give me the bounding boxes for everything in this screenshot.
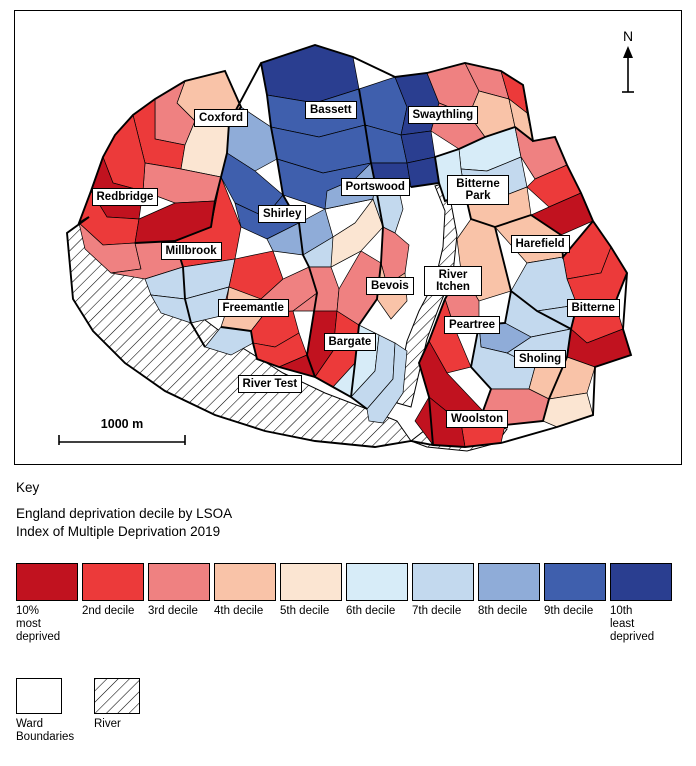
scale-bar-label: 1000 m (100, 417, 144, 431)
ward-label-bevois: Bevois (366, 277, 414, 295)
legend-caption-decile-1: 10% most deprived (16, 605, 61, 643)
ward-label-woolston: Woolston (446, 410, 508, 428)
north-arrow-icon (613, 44, 643, 96)
map-panel (14, 10, 682, 465)
legend-caption-decile-2: 2nd decile (82, 605, 135, 617)
ward-label-swaythling: Swaythling (408, 106, 479, 124)
ward-label-freemantle: Freemantle (218, 299, 289, 317)
key-subtitle-1: England deprivation decile by LSOA (16, 506, 233, 521)
legend-caption-decile-4: 4th decile (214, 605, 264, 617)
legend-swatch-decile-6 (346, 563, 408, 601)
ward-label-bitterne-park: Bitterne Park (447, 175, 509, 205)
map-graphic (15, 11, 681, 464)
legend-caption-decile-10: 10th least deprived (610, 605, 655, 643)
river-caption: River (94, 718, 121, 730)
key-subtitle-2: Index of Multiple Deprivation 2019 (16, 524, 221, 539)
ward-label-millbrook: Millbrook (161, 242, 222, 260)
river-hatch-icon (95, 679, 140, 714)
ward-label-redbridge: Redbridge (92, 188, 159, 206)
ward-label-harefield: Harefield (511, 235, 570, 253)
ward-label-coxford: Coxford (194, 109, 248, 127)
ward-boundary-swatch (16, 678, 62, 714)
legend-swatch-decile-8 (478, 563, 540, 601)
legend-swatch-decile-10 (610, 563, 672, 601)
scale-bar-graphic (57, 434, 187, 446)
legend-caption-decile-3: 3rd decile (148, 605, 198, 617)
legend-swatch-decile-4 (214, 563, 276, 601)
legend-caption-decile-6: 6th decile (346, 605, 396, 617)
legend-swatch-decile-2 (82, 563, 144, 601)
ward-label-bitterne: Bitterne (567, 299, 620, 317)
north-arrow (613, 29, 643, 101)
ward-label-bargate: Bargate (324, 333, 377, 351)
legend-caption-decile-8: 8th decile (478, 605, 528, 617)
legend-swatch-decile-3 (148, 563, 210, 601)
ward-label-bassett: Bassett (305, 101, 357, 119)
river-swatch (94, 678, 140, 714)
ward-label-sholing: Sholing (514, 350, 566, 368)
legend-swatch-decile-1 (16, 563, 78, 601)
legend-caption-decile-7: 7th decile (412, 605, 462, 617)
scale-bar (57, 417, 187, 451)
legend-caption-decile-9: 9th decile (544, 605, 594, 617)
ward-label-shirley: Shirley (258, 205, 306, 223)
legend-swatches (16, 563, 680, 643)
north-label: N (622, 28, 634, 44)
legend-swatch-decile-9 (544, 563, 606, 601)
legend-swatch-decile-7 (412, 563, 474, 601)
ward-label-river-itchen: River Itchen (424, 266, 482, 296)
legend-caption-decile-5: 5th decile (280, 605, 330, 617)
ward-label-peartree: Peartree (444, 316, 500, 334)
legend-swatch-decile-5 (280, 563, 342, 601)
key-title: Key (16, 480, 40, 495)
key-section (16, 480, 680, 541)
ward-boundary-caption: Ward Boundaries (16, 718, 75, 743)
ward-label-river-test: River Test (238, 375, 303, 393)
ward-label-portswood: Portswood (341, 178, 410, 196)
